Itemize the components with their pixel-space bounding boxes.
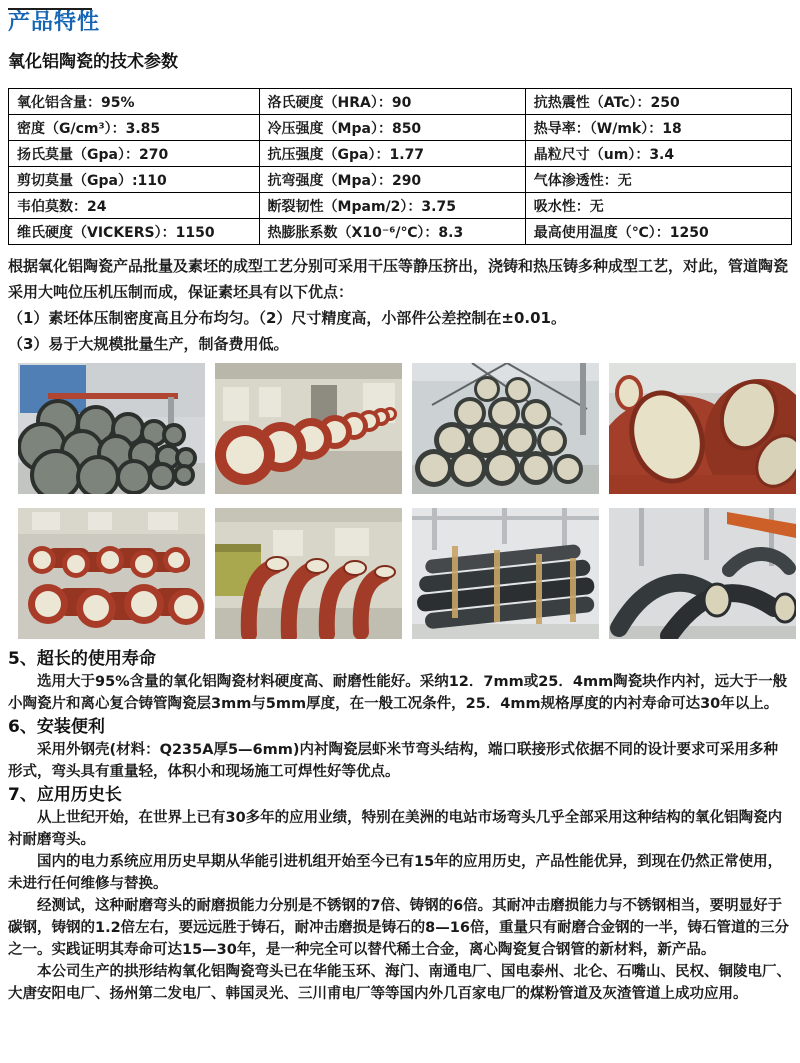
product-photo-black-pipe-stack bbox=[412, 508, 599, 639]
spec-table bbox=[8, 88, 792, 245]
spec-cell: 冷压强度（Mpa）：850 bbox=[259, 115, 525, 141]
pipe-pyramid-illustration bbox=[412, 363, 599, 494]
product-photo-elbows-on-floor bbox=[18, 508, 205, 639]
intro-paragraph: （1）素坯体压制密度高且分布均匀。（2）尺寸精度高，小部件公差控制在±0.01。 bbox=[8, 309, 566, 327]
product-photo-grid bbox=[18, 363, 790, 639]
table-row bbox=[9, 193, 792, 219]
product-page bbox=[0, 8, 800, 1005]
table-row bbox=[9, 141, 792, 167]
factory-elbow-row-illustration bbox=[215, 363, 402, 494]
spec-cell: 最高使用温度（℃）：1250 bbox=[525, 219, 791, 245]
spec-cell: 气体渗透性：无 bbox=[525, 167, 791, 193]
spec-cell: 热导率：（W/mk）：18 bbox=[525, 115, 791, 141]
section-paragraph: 本公司生产的拱形结构氧化铝陶瓷弯头已在华能玉环、海门、南通电厂、国电泰州、北仑、石嘴山、民权、铜陵电厂、大唐安阳电厂、扬州第二发电厂、韩国灵光、三川甫电厂等等国内外几百家电厂的煤粉管道及灰渣管道上成功应用。 bbox=[8, 964, 791, 1002]
spec-cell: 密度（G/cm³）：3.85 bbox=[9, 115, 260, 141]
spec-cell: 断裂韧性（Mpam/2）：3.75 bbox=[259, 193, 525, 219]
spec-cell: 氧化铝含量：95% bbox=[9, 89, 260, 115]
spec-cell: 洛氏硬度（HRA）：90 bbox=[259, 89, 525, 115]
black-pipe-stack-illustration bbox=[412, 508, 599, 639]
intro-paragraph: 根据氧化铝陶瓷产品批量及素坯的成型工艺分别可采用干压等静压挤出，浇铸和热压铸多种成型工艺，对此，管道陶瓷采用大吨位压机压制而成，保证素坯具有以下优点： bbox=[8, 257, 789, 301]
section-paragraph: 从上世纪开始，在世界上已有30多年的应用业绩，特别在美洲的电站市场弯头几乎全部采用这种结构的氧化铝陶瓷内衬耐磨弯头。 bbox=[8, 810, 783, 848]
intro-text bbox=[8, 253, 792, 357]
spec-cell: 吸水性：无 bbox=[525, 193, 791, 219]
spec-cell: 抗弯强度（Mpa）：290 bbox=[259, 167, 525, 193]
spec-cell: 抗压强度（Gpa）：1.77 bbox=[259, 141, 525, 167]
feature-sections bbox=[8, 647, 792, 1005]
elbows-on-floor-illustration bbox=[18, 508, 205, 639]
factory-pipes-illustration bbox=[18, 363, 205, 494]
page-title: 产品特性 bbox=[8, 10, 101, 35]
spec-cell: 抗热震性（ATc）：250 bbox=[525, 89, 791, 115]
product-photo-pipe-pyramid bbox=[412, 363, 599, 494]
table-row bbox=[9, 89, 792, 115]
table-row bbox=[9, 115, 792, 141]
section-paragraph: 选用大于95%含量的氧化铝陶瓷材料硬度高、耐磨性能好。采纳12．7mm或25．4mm陶瓷块作内衬，远大于一般小陶瓷片和离心复合铸管陶瓷层3mm与5mm厚度，在一般工况条件，25．4mm规格厚度的内衬寿命可达30年以上。 bbox=[8, 674, 788, 712]
spec-cell: 维氏硬度（VICKERS）：1150 bbox=[9, 219, 260, 245]
dark-elbow-pile-illustration bbox=[609, 508, 796, 639]
section-paragraph: 采用外钢壳(材料：Q235A厚5—6mm)内衬陶瓷层虾米节弯头结构，端口联接形式依据不同的设计要求可采用多种形式，弯头具有重量轻，体积小和现场施工可焊性好等优点。 bbox=[8, 742, 778, 780]
section-subtitle: 氧化铝陶瓷的技术参数 bbox=[8, 52, 178, 72]
section-paragraph: 经测试，这种耐磨弯头的耐磨损能力分别是不锈钢的7倍、铸钢的6倍。其耐冲击磨损能力与不锈钢相当，要明显好于碳钢，铸钢的1.2倍左右，要远远胜于铸石，耐冲击磨损是铸石的8—16倍，重量只有耐磨合金钢的一半，铸石管道的三分之一。实践证明其寿命可达15—30年，是一种完全可以替代稀土合金，离心陶瓷复合钢管的新材料，新产品。 bbox=[8, 898, 789, 958]
clipped-top-element bbox=[8, 8, 92, 10]
intro-paragraph: （3）易于大规模批量生产，制备费用低。 bbox=[8, 335, 289, 353]
spec-cell: 扬氏莫量（Gpa）：270 bbox=[9, 141, 260, 167]
section-heading-installation: 6、安装便利 bbox=[8, 717, 105, 737]
table-row bbox=[9, 167, 792, 193]
product-photo-dark-elbow-pile bbox=[609, 508, 796, 639]
spec-cell: 韦伯莫数：24 bbox=[9, 193, 260, 219]
spec-cell: 晶粒尺寸（um）：3.4 bbox=[525, 141, 791, 167]
red-elbow-closeup-illustration bbox=[609, 363, 796, 494]
gooseneck-elbows-illustration bbox=[215, 508, 402, 639]
table-row bbox=[9, 219, 792, 245]
section-heading-lifespan: 5、超长的使用寿命 bbox=[8, 649, 156, 669]
section-paragraph: 国内的电力系统应用历史早期从华能引进机组开始至今已有15年的应用历史，产品性能优异，到现在仍然正常使用，未进行任何维修与替换。 bbox=[8, 854, 783, 892]
section-heading-history: 7、应用历史长 bbox=[8, 785, 122, 805]
product-photo-red-elbow-row bbox=[215, 363, 402, 494]
product-photo-red-elbow-closeup bbox=[609, 363, 796, 494]
product-photo-stacked-grey-pipes bbox=[18, 363, 205, 494]
spec-cell: 热膨胀系数（X10⁻⁶/℃）：8.3 bbox=[259, 219, 525, 245]
product-photo-gooseneck-elbows bbox=[215, 508, 402, 639]
spec-cell: 剪切莫量（Gpa）:110 bbox=[9, 167, 260, 193]
